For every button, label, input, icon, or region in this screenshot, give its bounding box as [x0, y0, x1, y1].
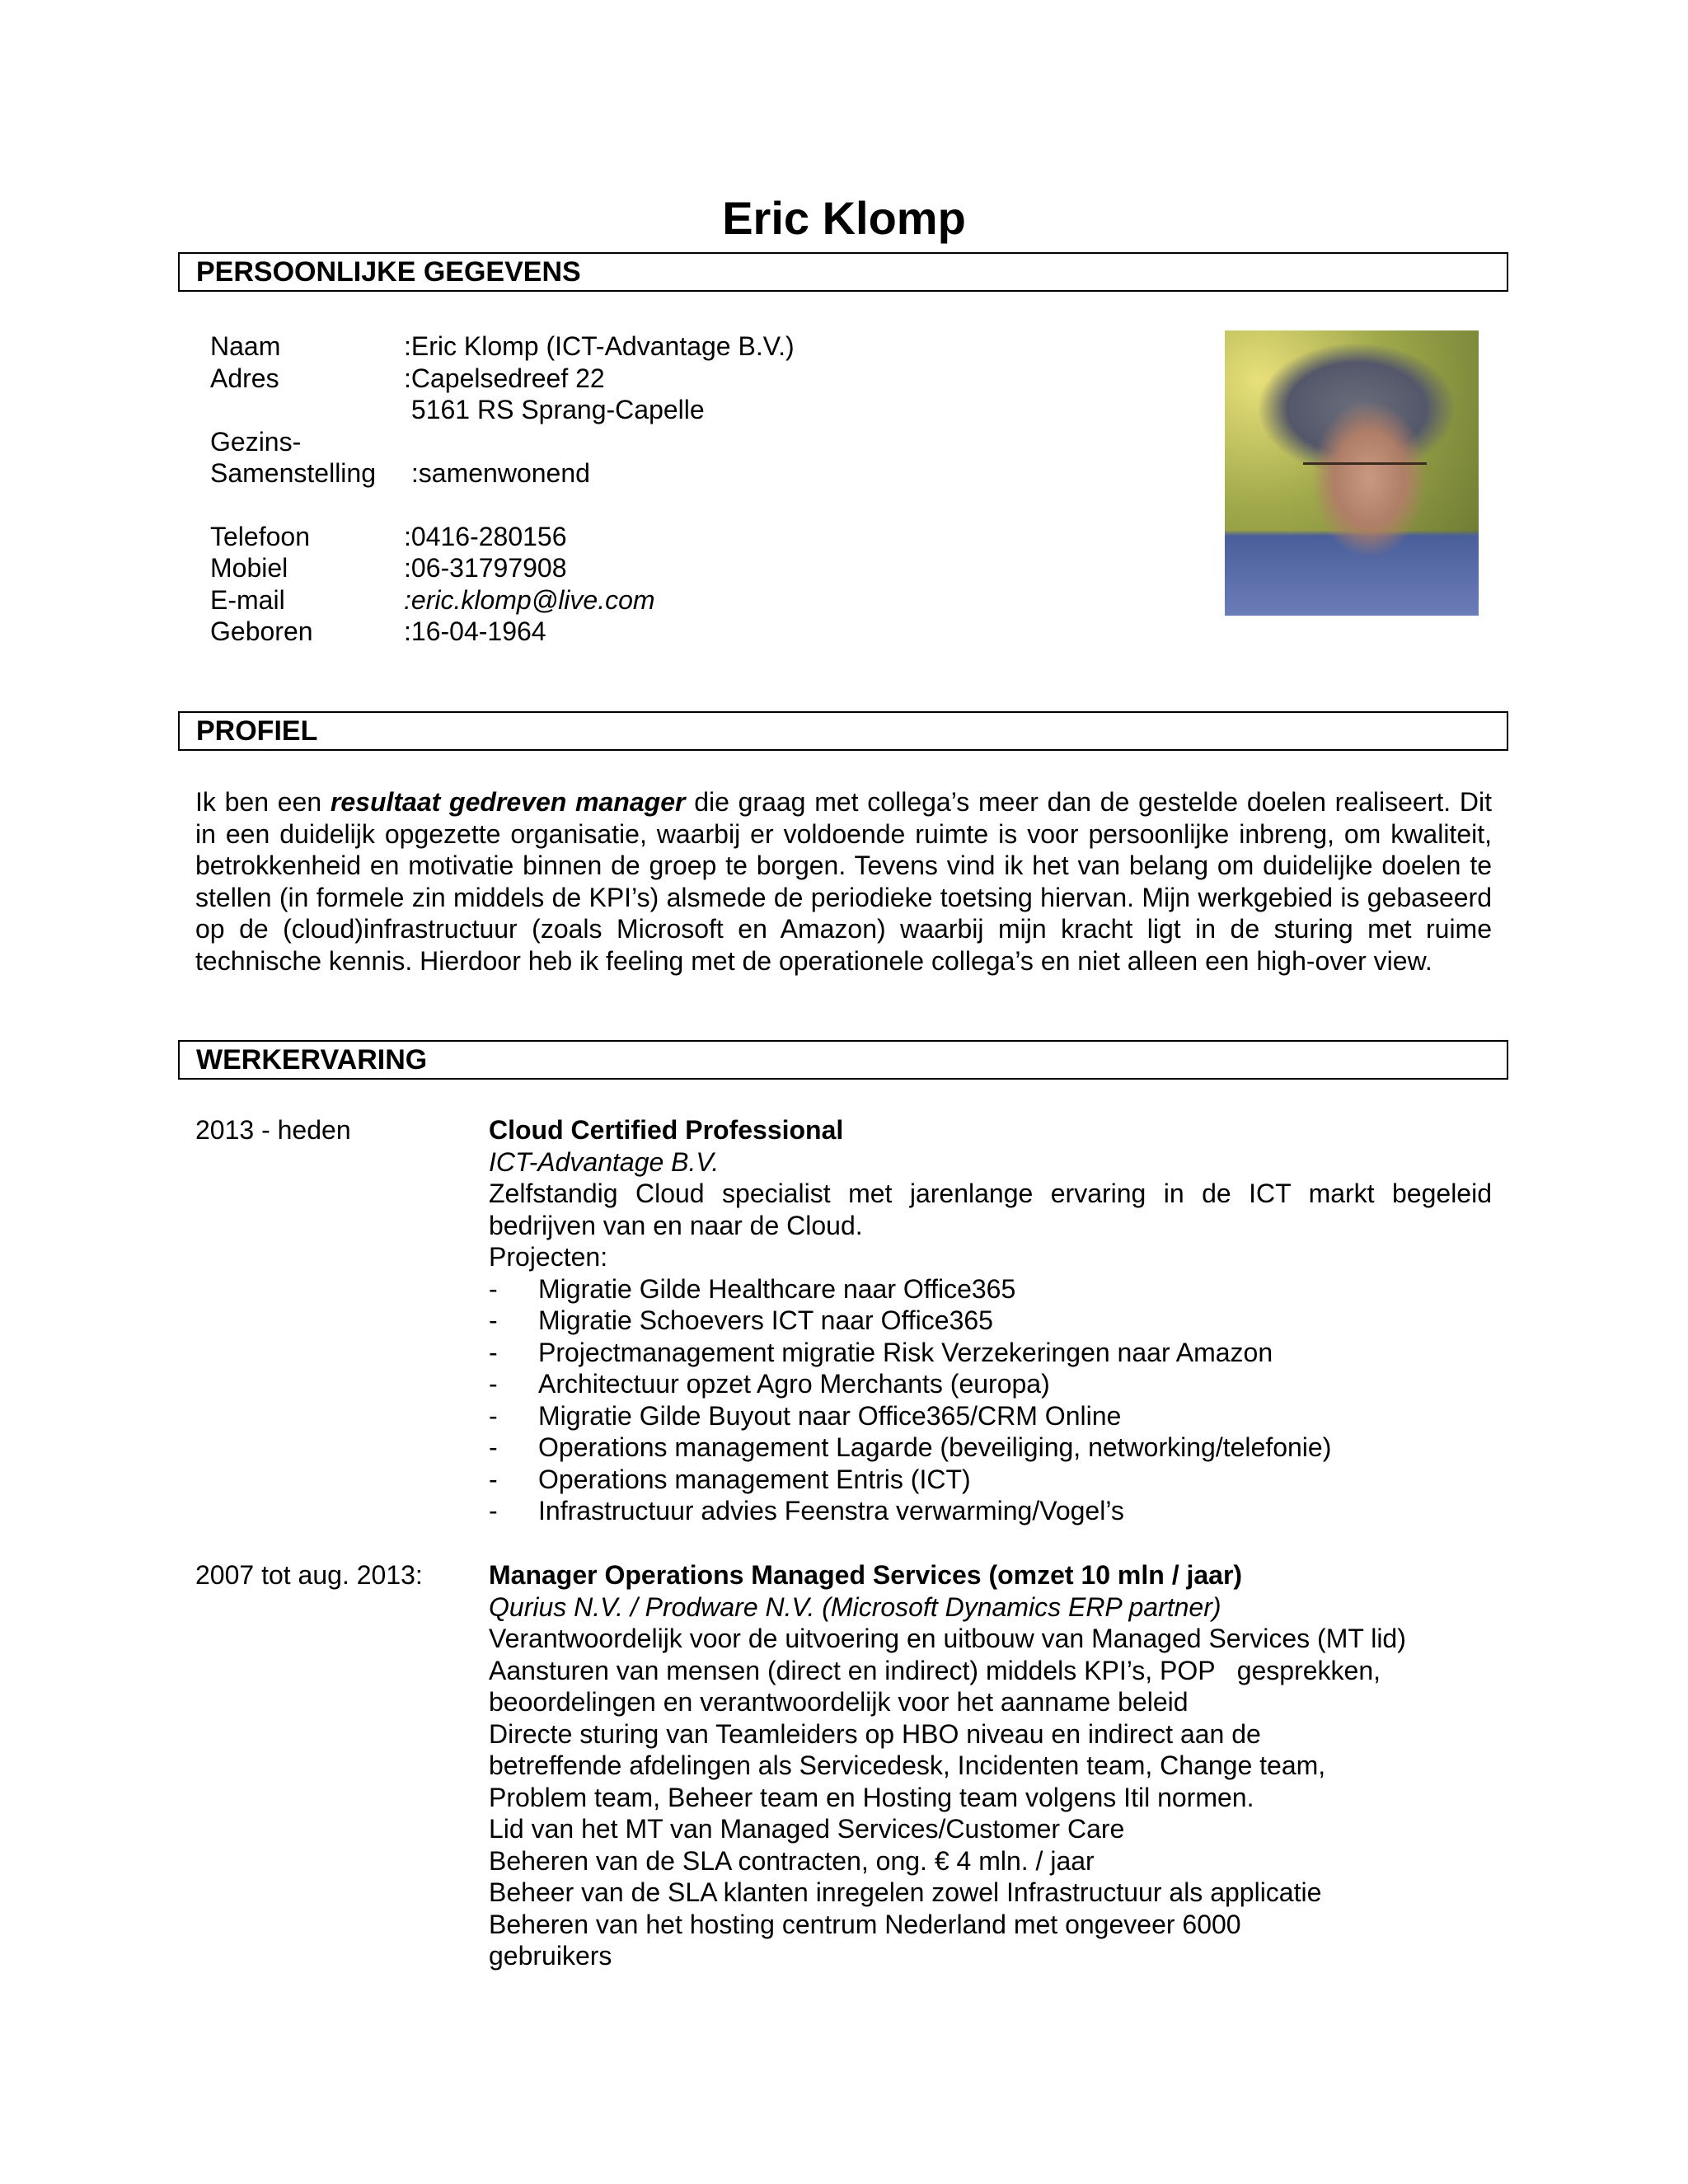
job-line: Beheren van de SLA contracten, ong. € 4 mln. / jaar: [489, 1845, 1095, 1876]
job-title: Cloud Certified Professional: [489, 1115, 844, 1145]
project-name: Operations management Entris (ICT): [538, 1464, 971, 1494]
section-header-work: WERKERVARING: [178, 1040, 1508, 1080]
personal-row-address: [210, 363, 795, 395]
job-company: Qurius N.V. / Prodware N.V. (Microsoft Dynamics ERP partner): [489, 1591, 1221, 1622]
job-period: 2013 - heden: [195, 1115, 351, 1145]
job-line: beoordelingen en verantwoordelijk voor het aanname beleid: [489, 1687, 1189, 1717]
section-header-personal: PERSOONLIJKE GEGEVENS: [178, 252, 1508, 292]
field-value: :0416-280156: [404, 521, 567, 551]
personal-row-address-city: [210, 394, 795, 426]
list-item: - Migratie Schoevers ICT naar Office365: [489, 1305, 993, 1335]
job-line: Beheren van het hosting centrum Nederland met ongeveer 6000: [489, 1909, 1241, 1939]
projects-label: Projecten:: [489, 1242, 608, 1272]
project-name: Migratie Gilde Healthcare naar Office365: [538, 1273, 1016, 1304]
field-value: :16-04-1964: [404, 616, 546, 646]
field-label: Geboren: [210, 616, 313, 646]
list-item: - Infrastructuur advies Feenstra verwarming/Vogel’s: [489, 1496, 1124, 1526]
field-label: Gezins-: [210, 426, 302, 457]
job-details: [489, 1559, 1492, 1972]
job-line: gebruikers: [489, 1941, 612, 1971]
field-label: Adres: [210, 363, 279, 393]
project-name: Projectmanagement migratie Risk Verzekeringen naar Amazon: [538, 1337, 1273, 1367]
job-company: ICT-Advantage B.V.: [489, 1146, 720, 1177]
email-value[interactable]: :eric.klomp@live.com: [404, 584, 655, 615]
project-name: Migratie Schoevers ICT naar Office365: [538, 1305, 993, 1335]
list-item: - Migratie Gilde Buyout naar Office365/CRM Online: [489, 1400, 1122, 1431]
profile-paragraph: [195, 786, 1492, 977]
profile-text: die graag met collega’s meer dan de gestelde doelen realiseert. Dit in een duidelijk opgezette organisatie, waarbij er voldoende ruimte is voor persoonlijke inbreng, om kwaliteit, betrokkenheid en motivatie binnen de groep te borgen. Tevens vind ik het van belang om duidelijke doelen te stellen (in formele zin middels de KPI’s) alsmede de periodieke toetsing hiervan. Mijn werkgebied is gebaseerd op de (cloud)infrastructuur (zoals Microsoft en Amazon) waarbij mijn kracht ligt in de sturing met ruime technische kennis. Hierdoor heb ik feeling met de operationele collega’s en niet alleen een high-over view.: [195, 787, 1493, 976]
job-line: Problem team, Beheer team en Hosting team volgens Itil normen.: [489, 1782, 1254, 1812]
personal-row-mobile: [210, 552, 795, 584]
field-label: Telefoon: [210, 521, 310, 551]
job-description: Zelfstandig Cloud specialist met jarenlange ervaring in de ICT markt begeleid bedrijven van en naar de Cloud.: [489, 1179, 1492, 1240]
job-line: betreffende afdelingen als Servicedesk, Incidenten team, Change team,: [489, 1750, 1326, 1780]
profile-prefix: Ik ben een: [195, 787, 331, 817]
section-header-profile: PROFIEL: [178, 711, 1508, 751]
personal-details: [210, 330, 795, 648]
job-title: Manager Operations Managed Services (omzet 10 mln / jaar): [489, 1560, 1243, 1590]
list-item: - Projectmanagement migratie Risk Verzekeringen naar Amazon: [489, 1337, 1273, 1367]
profile-photo: [1225, 330, 1479, 616]
field-label: Naam: [210, 331, 281, 361]
profile-emphasis: resultaat gedreven manager: [330, 787, 686, 817]
personal-row-phone: [210, 521, 795, 553]
job-period: 2007 tot aug. 2013:: [195, 1560, 423, 1590]
field-value: 5161 RS Sprang-Capelle: [404, 395, 705, 424]
job-line: Beheer van de SLA klanten inregelen zowel Infrastructuur als applicatie: [489, 1877, 1322, 1907]
field-value: :samenwonend: [404, 458, 590, 488]
job-line: Directe sturing van Teamleiders op HBO niveau en indirect aan de: [489, 1718, 1261, 1749]
field-label: Mobiel: [210, 553, 288, 583]
project-name: Migratie Gilde Buyout naar Office365/CRM Online: [538, 1400, 1122, 1431]
personal-row-email: [210, 584, 795, 616]
personal-row-birthdate: [210, 616, 795, 648]
field-label: Samenstelling: [210, 458, 376, 488]
document-title: Eric Klomp: [722, 192, 966, 244]
field-label: E-mail: [210, 584, 285, 615]
photo-detail: [1303, 462, 1427, 506]
field-value: :Eric Klomp (ICT-Advantage B.V.): [404, 331, 795, 361]
job-line: Aansturen van mensen (direct en indirect) middels KPI’s, POP gesprekken,: [489, 1655, 1381, 1685]
project-name: Infrastructuur advies Feenstra verwarming/Vogel’s: [538, 1496, 1124, 1526]
list-item: - Operations management Lagarde (beveiliging, networking/telefonie): [489, 1432, 1332, 1462]
personal-row-household-label: [210, 426, 795, 458]
job-line: Verantwoordelijk voor de uitvoering en uitbouw van Managed Services (MT lid): [489, 1624, 1406, 1653]
field-value: :Capelsedreef 22: [404, 363, 605, 393]
project-name: Architectuur opzet Agro Merchants (europa): [538, 1369, 1050, 1399]
list-item: - Operations management Entris (ICT): [489, 1464, 971, 1494]
list-item: - Migratie Gilde Healthcare naar Office365: [489, 1273, 1016, 1304]
personal-row-name: [210, 330, 795, 363]
personal-row-household: [210, 457, 795, 490]
job-details: [489, 1114, 1492, 1527]
field-value: :06-31797908: [404, 553, 567, 583]
list-item: - Architectuur opzet Agro Merchants (europa): [489, 1369, 1050, 1399]
job-line: Lid van het MT van Managed Services/Customer Care: [489, 1814, 1125, 1844]
field-label: [210, 394, 404, 426]
project-name: Operations management Lagarde (beveiliging, networking/telefonie): [538, 1432, 1332, 1462]
